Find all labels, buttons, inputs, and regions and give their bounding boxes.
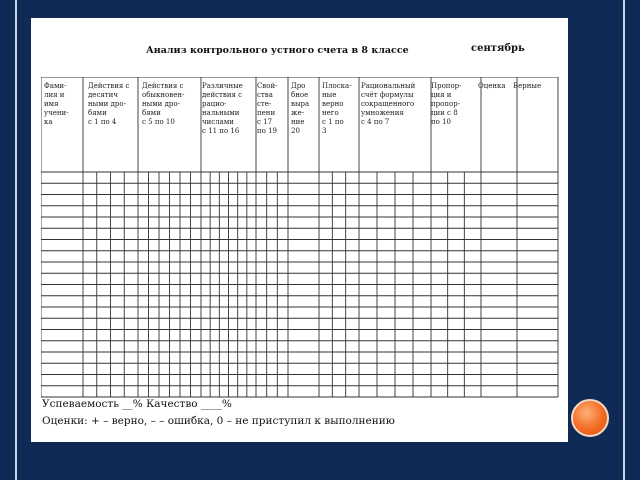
column-header-flat: Плоска- ные верно него с 1 по 3 [322, 82, 352, 135]
column-header-name: Фами- лия и имя учени- ка [44, 82, 69, 126]
scanned-worksheet [31, 18, 568, 442]
column-header-correct: Верные [513, 82, 542, 90]
slide-frame-left [15, 0, 17, 480]
slide-frame-right [623, 0, 625, 480]
column-header-fraction-expr: Дро бное выра же- ние 20 [291, 82, 310, 135]
column-header-powers: Свой- ства сте- пени с 17 по 19 [257, 82, 278, 135]
slide-decoration-dot [571, 399, 609, 437]
worksheet-title: Анализ контрольного устного счета в 8 классе [146, 45, 409, 56]
footer-legend: Оценки: + – верно, – – ошибка, 0 – не приступил к выполнению [42, 415, 395, 427]
column-header-proportions: Пропор- ция и пропор- ции с 8 по 10 [431, 82, 462, 126]
column-header-fractions: Действия с обыкновен- ными дро- бями с 5 по 10 [142, 82, 185, 126]
column-header-grade: Оценка [478, 82, 506, 90]
column-header-formulas: Рациональный счёт формулы сокращенного умножения с 4 по 7 [361, 82, 416, 126]
worksheet-month: сентябрь [471, 43, 525, 54]
column-header-decimals: Действия с десятич ными дро- бями с 1 по 4 [88, 82, 130, 126]
footer-summary: Успеваемость __% Качество ____% [42, 398, 232, 410]
column-header-rational: Различные действия с рацио- нальными числами с 11 по 16 [202, 82, 243, 135]
